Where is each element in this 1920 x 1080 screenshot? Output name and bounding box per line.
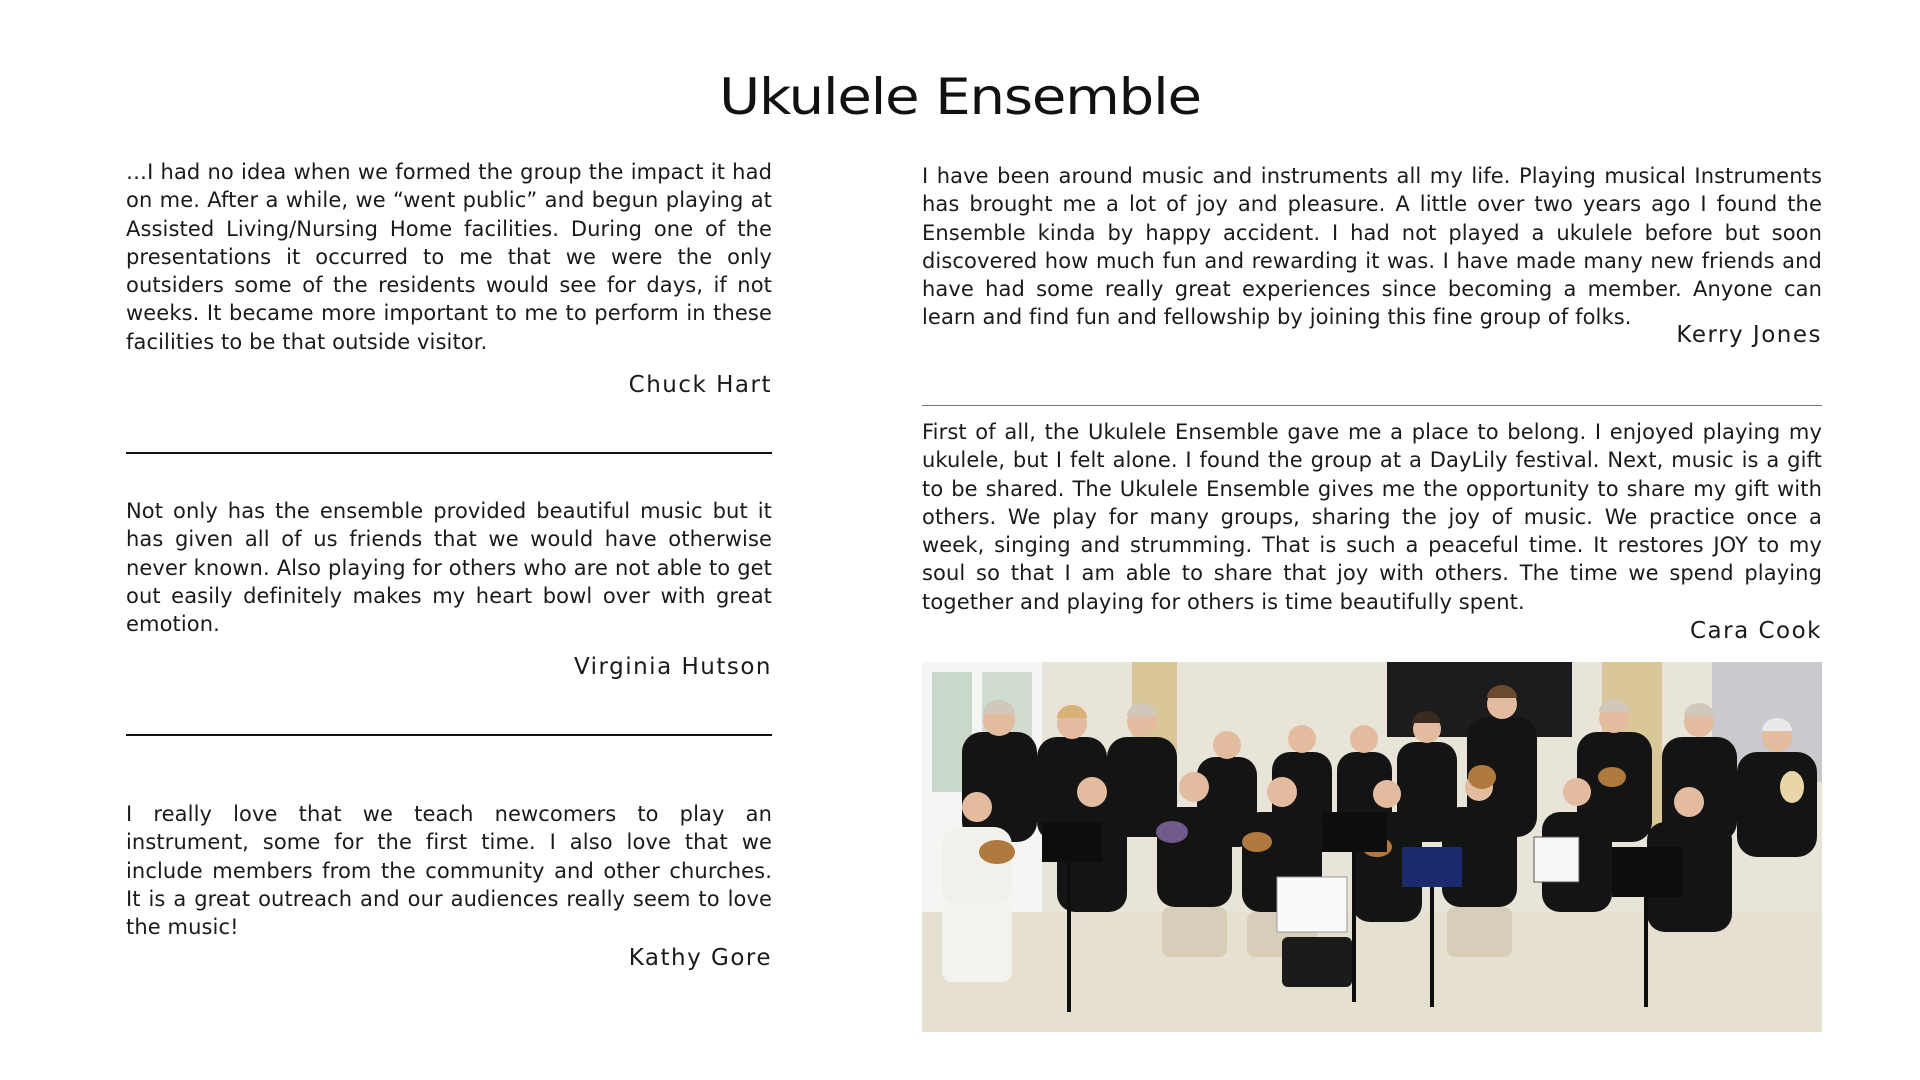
testimonial-author: Kerry Jones — [1676, 321, 1822, 348]
divider — [126, 734, 772, 736]
testimonial-author: Cara Cook — [1689, 618, 1822, 645]
divider — [922, 405, 1822, 406]
testimonial-cara-cook — [922, 418, 1822, 644]
testimonial-kerry-jones — [922, 162, 1822, 348]
testimonial-author: Virginia Hutson — [573, 654, 772, 681]
testimonial-quote: I really love that we teach newcomers to play an instrument, some for the first time. I also love that we include members from the community and other churches. It is a great outreach and our audiences really seem to love the music! — [126, 802, 772, 940]
testimonial-quote: Not only has the ensemble provided beautiful music but it has given all of us friends that we would have otherwise never known. Also playing for others who are not able to get out easily definitely makes my heart bowl over with great emotion. — [126, 499, 772, 637]
testimonial-virginia-hutson — [126, 497, 772, 680]
testimonial-quote: First of all, the Ukulele Ensemble gave me a place to belong. I enjoyed playing my ukulele, but I felt alone. I found the group at a DayLily festival. Next, music is a gift to be shared. The Ukulele Ensemble gives me the opportunity to share my gift with others. We play for many groups, sharing the joy of music. We practice once a week, singing and strumming. That is such a peaceful time. It restores JOY to my soul so that I am able to share that joy with others. The time we spend playing together and playing for others is time beautifully spent. — [922, 420, 1822, 614]
testimonial-chuck-hart — [126, 158, 772, 398]
testimonial-author: Kathy Gore — [628, 945, 772, 972]
ensemble-group-photo — [922, 662, 1822, 1032]
divider — [126, 452, 772, 454]
testimonial-quote: I have been around music and instruments all my life. Playing musical Instruments has brought me a lot of joy and pleasure. A little over two years ago I found the Ensemble kinda by happy accident. I had not played a ukulele before but soon discovered how much fun and rewarding it was. I have made many new friends and have had some really great experiences since becoming a member. Anyone can learn and find fun and fellowship by joining this fine group of folks. — [922, 164, 1822, 330]
testimonial-kathy-gore — [126, 800, 772, 971]
testimonial-quote: …I had no idea when we formed the group the impact it had on me. After a while, we “went public” and begun playing at Assisted Living/Nursing Home facilities. During one of the presentations it occurred to me that we were the only outsiders some of the residents would see for days, if not weeks. It became more important to me to perform in these facilities to be that outside visitor. — [126, 160, 772, 354]
page-title: Ukulele Ensemble — [719, 68, 1201, 126]
group-photo-icon — [922, 662, 1822, 1032]
testimonial-author: Chuck Hart — [628, 372, 772, 399]
